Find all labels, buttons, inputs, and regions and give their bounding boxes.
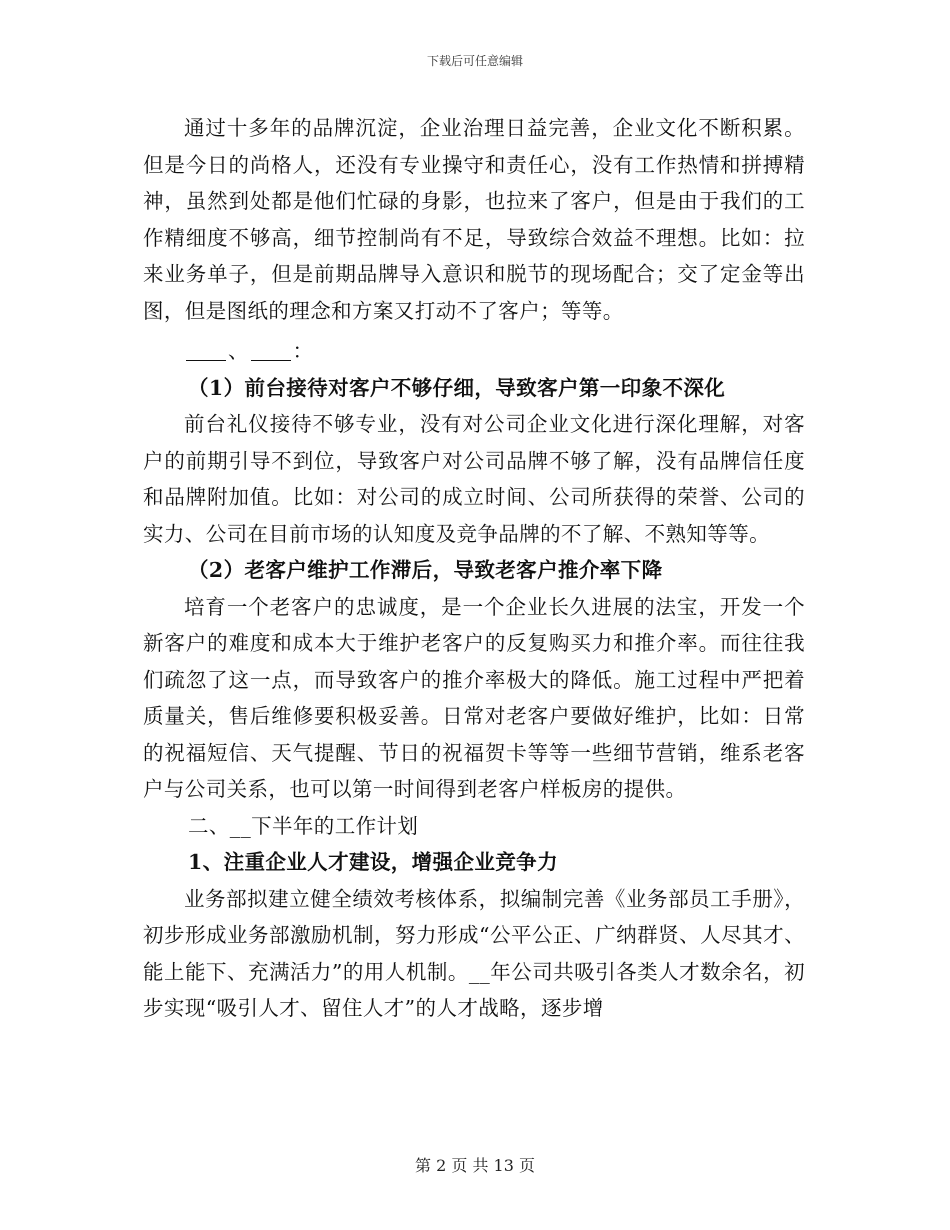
blank-line	[186, 342, 226, 361]
paragraph-front-desk: 前台礼仪接待不够专业，没有对公司企业文化进行深化理解，对客户的前期引导不到位，导致客户对公司品牌不够了解，没有品牌信任度和品牌附加值。比如：对公司的成立时间、公司所获得的荣誉、公司的实力、公司在目前市场的认知度及竞争品牌的不了解、不熟知等等。	[143, 412, 805, 546]
heading-front-desk: （1）前台接待对客户不够仔细，导致客户第一印象不深化	[188, 375, 726, 400]
heading-work-plan: 二、__下半年的工作计划	[188, 813, 419, 838]
paragraph-intro: 通过十多年的品牌沉淀，企业治理日益完善，企业文化不断积累。但是今日的尚格人，还没有专业操守和责任心，没有工作热情和拼搏精神，虽然到处都是他们忙碌的身影，也拉来了客户，但是由于我们的工作精细度不够高，细节控制尚有不足，导致综合效益不理想。比如：拉来业务单子，但是前期品牌导入意识和脱节的现场配合；交了定金等出图，但是图纸的理念和方案又打动不了客户；等等。	[143, 116, 805, 323]
blank-line	[251, 342, 291, 361]
paragraph-old-customers: 培育一个老客户的忠诚度，是一个企业长久进展的法宝，开发一个新客户的难度和成本大于维护老客户的反复购买力和推介率。而往往我们疏忽了这一点，而导致客户的推介率极大的降低。施工过程中严把着质量关，售后维修要积极妥善。日常对老客户要做好维护，比如：日常的祝福短信、天气提醒、节日的祝福贺卡等等一些细节营销，维系老客户与公司关系，也可以第一时间得到老客户样板房的提供。	[143, 594, 805, 801]
paragraph-talent: 业务部拟建立健全绩效考核体系，拟编制完善《业务部员工手册》，初步形成业务部激励机制，努力形成“公平公正、广纳群贤、人尽其才、能上能下、充满活力”的用人机制。__年公司共吸引各类人才数余名，初步实现“吸引人才、留住人才”的人才战略，逐步增	[143, 886, 805, 1020]
heading-talent: 1、注重企业人才建设，增强企业竞争力	[188, 850, 558, 874]
page-footer: 第 2 页 共 13 页	[415, 1156, 535, 1175]
page-header: 下载后可任意编辑	[426, 54, 523, 68]
blank-heading	[143, 333, 805, 370]
blank-heading-colon: ：	[292, 339, 313, 363]
document-body	[143, 110, 805, 1027]
blank-heading-separator: 、	[228, 339, 249, 363]
heading-old-customers: （2）老客户维护工作滞后，导致老客户推介率下降	[188, 558, 663, 582]
